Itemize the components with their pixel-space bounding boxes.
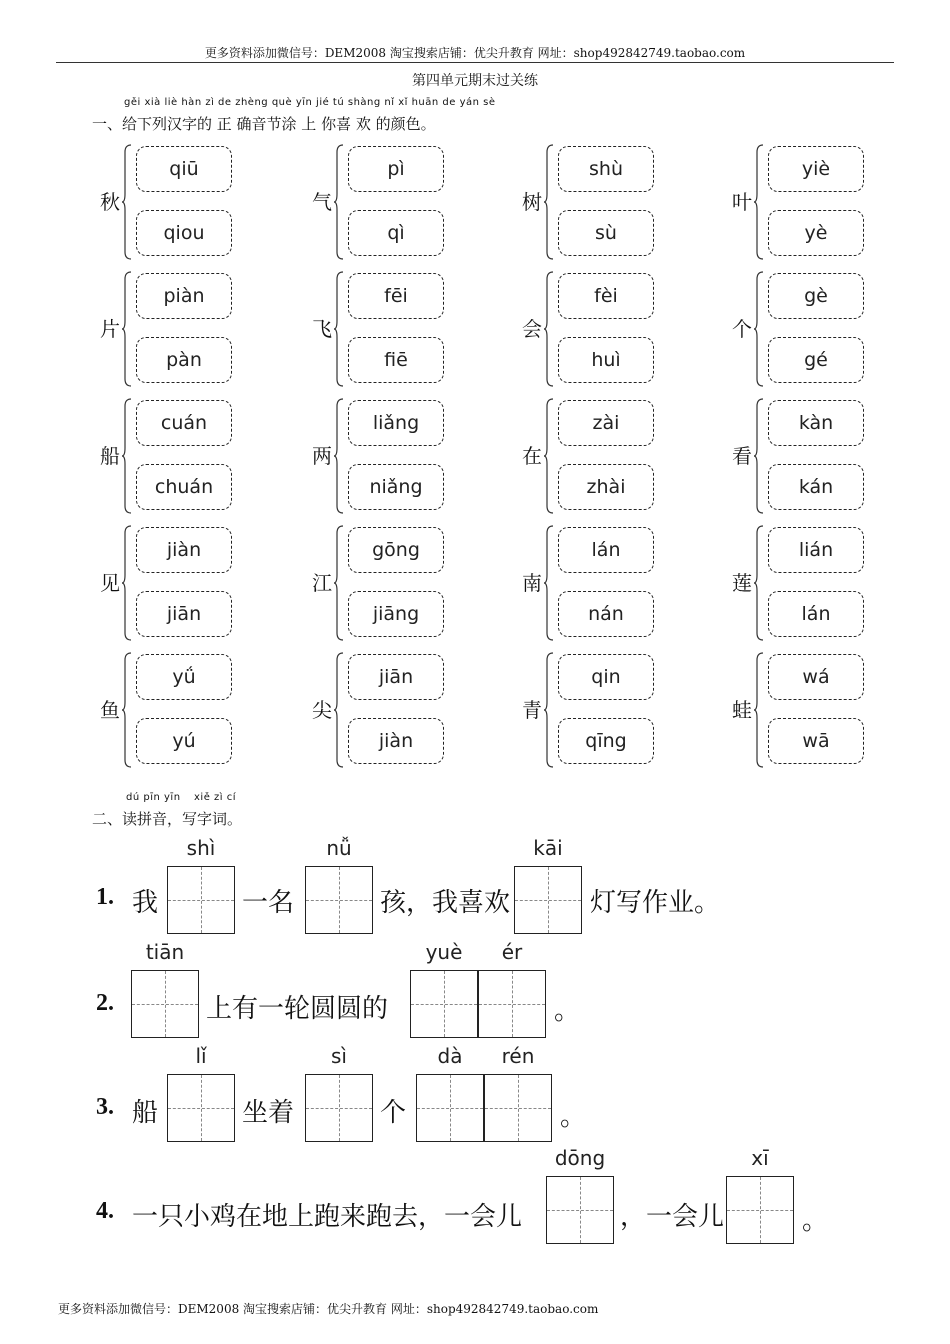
pinyin-option-bottom[interactable]: chuán	[136, 464, 232, 510]
pinyin-option-top[interactable]: jiān	[348, 654, 444, 700]
pinyin-option-bottom[interactable]: jiàn	[348, 718, 444, 764]
brace-icon	[122, 652, 132, 768]
brace-icon	[122, 525, 132, 641]
hanzi-character: 看	[732, 444, 752, 468]
hanzi-character: 叶	[732, 190, 752, 214]
hanzi-character: 片	[100, 317, 120, 341]
hanzi-character: 个	[732, 317, 752, 341]
choice-item	[520, 267, 670, 391]
hanzi-character: 在	[522, 444, 542, 468]
brace-icon	[754, 525, 764, 641]
choice-item	[520, 140, 670, 264]
choice-item	[730, 648, 880, 772]
q2-text-2: 。	[554, 996, 581, 1026]
pinyin-option-bottom[interactable]: huì	[558, 337, 654, 383]
pinyin-option-bottom[interactable]: sù	[558, 210, 654, 256]
brace-icon	[754, 652, 764, 768]
pinyin-option-top[interactable]: yǘ	[136, 654, 232, 700]
q3-text-2: 坐着	[242, 1098, 295, 1128]
q1-text-1: 我	[132, 888, 159, 918]
pinyin-option-top[interactable]: liǎng	[348, 400, 444, 446]
choice-item	[310, 521, 460, 645]
choice-item	[98, 140, 248, 264]
page-footer: 更多资料添加微信号：DEM2008 淘宝搜索店铺：优尖升教育 网址：shop492842749.taobao.com	[58, 1302, 599, 1316]
q4-text-1: 一只小鸡在地上跑来跑去，一会儿	[132, 1202, 523, 1232]
brace-icon	[544, 144, 554, 260]
q3-text-4: 。	[560, 1102, 587, 1132]
choice-item	[310, 394, 460, 518]
section1-label: 一、给下列汉字的 正 确音节涂 上 你喜 欢 的颜色。	[92, 115, 436, 133]
page-title: 第四单元期末过关练	[412, 73, 538, 89]
brace-icon	[754, 144, 764, 260]
pinyin-option-bottom[interactable]: qiou	[136, 210, 232, 256]
pinyin-option-top[interactable]: fèi	[558, 273, 654, 319]
q1-text-3: 孩，我喜欢	[380, 888, 511, 918]
header-divider	[56, 62, 894, 63]
hanzi-character: 飞	[312, 317, 332, 341]
brace-icon	[334, 144, 344, 260]
q4-text-2: ，一会儿	[620, 1202, 725, 1232]
q3-pinyin-3: dà	[437, 1044, 463, 1068]
hanzi-character: 秋	[100, 190, 120, 214]
brace-icon	[334, 271, 344, 387]
q2-number: 2.	[96, 990, 114, 1016]
choice-item	[730, 140, 880, 264]
section2-label: 二、读拼音，写字词。	[92, 810, 243, 828]
hanzi-character: 南	[522, 571, 542, 595]
hanzi-character: 气	[312, 190, 332, 214]
choice-item	[520, 521, 670, 645]
q3-pinyin-2: sì	[331, 1044, 347, 1068]
hanzi-character: 见	[100, 571, 120, 595]
choice-item	[730, 267, 880, 391]
pinyin-option-top[interactable]: lián	[768, 527, 864, 573]
pinyin-option-top[interactable]: pì	[348, 146, 444, 192]
page-header: 更多资料添加微信号：DEM2008 淘宝搜索店铺：优尖升教育 网址：shop492842749.taobao.com	[204, 46, 746, 60]
pinyin-option-bottom[interactable]: lán	[768, 591, 864, 637]
pinyin-option-bottom[interactable]: qīng	[558, 718, 654, 764]
pinyin-option-bottom[interactable]: kán	[768, 464, 864, 510]
pinyin-option-top[interactable]: jiàn	[136, 527, 232, 573]
pinyin-option-bottom[interactable]: yè	[768, 210, 864, 256]
q1-pinyin-2: nǚ	[326, 836, 352, 860]
q2-pinyin-3: ér	[501, 940, 523, 964]
q1-write-box-3[interactable]	[514, 866, 582, 934]
pinyin-option-top[interactable]: shù	[558, 146, 654, 192]
pinyin-option-bottom[interactable]: gé	[768, 337, 864, 383]
q3-text-3: 个	[380, 1098, 407, 1128]
brace-icon	[122, 398, 132, 514]
pinyin-option-top[interactable]: piàn	[136, 273, 232, 319]
section2-heading	[92, 792, 243, 829]
pinyin-option-top[interactable]: kàn	[768, 400, 864, 446]
q2-pinyin-2: yuè	[425, 940, 463, 964]
pinyin-option-top[interactable]: yiè	[768, 146, 864, 192]
pinyin-option-bottom[interactable]: pàn	[136, 337, 232, 383]
hanzi-character: 莲	[732, 571, 752, 595]
pinyin-option-top[interactable]: fēi	[348, 273, 444, 319]
pinyin-option-top[interactable]: qiū	[136, 146, 232, 192]
pinyin-option-top[interactable]: wá	[768, 654, 864, 700]
choice-item	[310, 648, 460, 772]
q1-text-4: 灯写作业。	[590, 888, 721, 918]
pinyin-option-bottom[interactable]: zhài	[558, 464, 654, 510]
hanzi-character: 鱼	[100, 698, 120, 722]
hanzi-character: 青	[522, 698, 542, 722]
pinyin-option-bottom[interactable]: yú	[136, 718, 232, 764]
hanzi-character: 船	[100, 444, 120, 468]
brace-icon	[544, 652, 554, 768]
q3-write-box-4[interactable]	[484, 1074, 552, 1142]
q4-number: 4.	[96, 1198, 114, 1224]
pinyin-option-top[interactable]: zài	[558, 400, 654, 446]
choice-item	[98, 267, 248, 391]
pinyin-option-bottom[interactable]: fiē	[348, 337, 444, 383]
choice-item	[520, 394, 670, 518]
choice-item	[98, 394, 248, 518]
q1-number: 1.	[96, 884, 114, 910]
q2-pinyin-1: tiān	[145, 940, 185, 964]
hanzi-character: 两	[312, 444, 332, 468]
section1-pinyin: gěi xià liè hàn zì de zhèng què yīn jié tú shàng nǐ xǐ huān de yán sè	[124, 97, 496, 108]
pinyin-option-top[interactable]: lán	[558, 527, 654, 573]
pinyin-option-bottom[interactable]: niǎng	[348, 464, 444, 510]
pinyin-option-bottom[interactable]: wā	[768, 718, 864, 764]
q3-write-box-1[interactable]	[167, 1074, 235, 1142]
q4-write-box-2[interactable]	[726, 1176, 794, 1244]
hanzi-character: 会	[522, 317, 542, 341]
brace-icon	[334, 652, 344, 768]
q4-write-box-1[interactable]	[546, 1176, 614, 1244]
brace-icon	[544, 525, 554, 641]
pinyin-option-top[interactable]: cuán	[136, 400, 232, 446]
choice-item	[310, 140, 460, 264]
pinyin-option-top[interactable]: gōng	[348, 527, 444, 573]
q1-text-2: 一名	[242, 888, 295, 918]
q1-write-box-2[interactable]	[305, 866, 373, 934]
section1-heading	[92, 97, 496, 134]
section2-pinyin-xiezici: xiě zì cí	[194, 792, 237, 803]
q2-write-box-3[interactable]	[478, 970, 546, 1038]
q3-text-1: 船	[132, 1098, 159, 1128]
choice-item	[98, 521, 248, 645]
choice-item	[520, 648, 670, 772]
brace-icon	[754, 398, 764, 514]
q1-pinyin-1: shì	[186, 836, 216, 860]
q1-pinyin-3: kāi	[533, 836, 563, 860]
choice-item	[98, 648, 248, 772]
q3-pinyin-1: lǐ	[195, 1044, 207, 1068]
hanzi-character: 尖	[312, 698, 332, 722]
brace-icon	[122, 271, 132, 387]
brace-icon	[544, 271, 554, 387]
pinyin-option-bottom[interactable]: jiān	[136, 591, 232, 637]
brace-icon	[334, 398, 344, 514]
pinyin-option-top[interactable]: qin	[558, 654, 654, 700]
hanzi-character: 树	[522, 190, 542, 214]
hanzi-character: 蛙	[732, 698, 752, 722]
q4-pinyin-2: xī	[751, 1146, 769, 1170]
q4-pinyin-1: dōng	[554, 1146, 606, 1170]
q3-number: 3.	[96, 1094, 114, 1120]
choice-item	[730, 521, 880, 645]
pinyin-option-top[interactable]: gè	[768, 273, 864, 319]
brace-icon	[334, 525, 344, 641]
section2-pinyin-dupinyin: dú pīn yīn	[126, 792, 181, 803]
q3-write-box-3[interactable]	[416, 1074, 484, 1142]
pinyin-option-bottom[interactable]: nán	[558, 591, 654, 637]
hanzi-character: 江	[312, 571, 332, 595]
q2-write-box-2[interactable]	[410, 970, 478, 1038]
pinyin-option-bottom[interactable]: jiāng	[348, 591, 444, 637]
choice-item	[730, 394, 880, 518]
q3-write-box-2[interactable]	[305, 1074, 373, 1142]
q1-write-box-1[interactable]	[167, 866, 235, 934]
choice-item	[310, 267, 460, 391]
brace-icon	[122, 144, 132, 260]
q4-text-3: 。	[802, 1206, 829, 1236]
q2-write-box-1[interactable]	[131, 970, 199, 1038]
brace-icon	[544, 398, 554, 514]
q2-text-1: 上有一轮圆圆的	[206, 994, 389, 1024]
brace-icon	[754, 271, 764, 387]
pinyin-option-bottom[interactable]: qì	[348, 210, 444, 256]
q3-pinyin-4: rén	[501, 1044, 535, 1068]
